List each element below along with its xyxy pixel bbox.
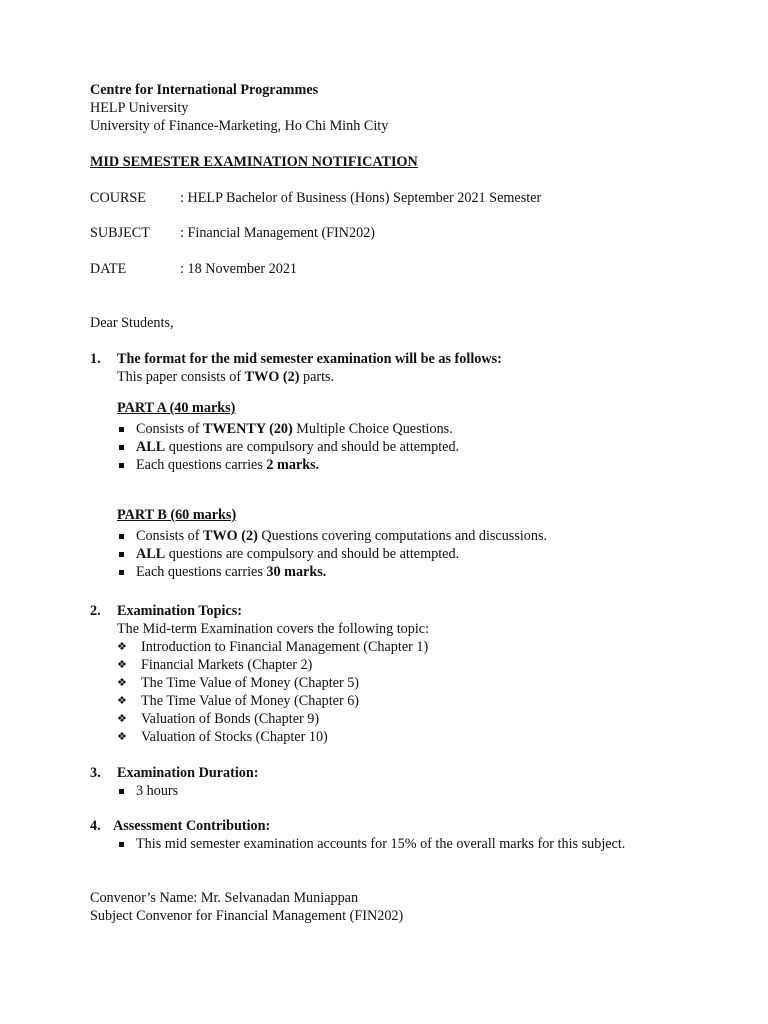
diamond-bullet-icon: ❖	[117, 730, 127, 743]
part-a-title: PART A (40 marks)	[117, 400, 236, 416]
square-bullet-icon	[119, 427, 124, 432]
date-value: : 18 November 2021	[180, 261, 298, 277]
part-b-item-1: Consists of TWO (2) Questions covering computations and discussions.	[136, 528, 548, 544]
diamond-bullet-icon: ❖	[117, 694, 127, 707]
date-label: DATE	[90, 261, 127, 277]
document-title: MID SEMESTER EXAMINATION NOTIFICATION	[90, 154, 418, 170]
topic-item: Financial Markets (Chapter 2)	[141, 657, 313, 673]
section-3-heading: Examination Duration:	[117, 765, 259, 781]
convenor-role: Subject Convenor for Financial Management (FIN202)	[90, 908, 404, 924]
diamond-bullet-icon: ❖	[117, 712, 127, 725]
topic-item: The Time Value of Money (Chapter 5)	[141, 675, 360, 691]
subject-label: SUBJECT	[90, 225, 150, 241]
topic-item: Valuation of Bonds (Chapter 9)	[141, 711, 320, 727]
square-bullet-icon	[119, 789, 124, 794]
part-b-item-2: ALL questions are compulsory and should be attempted.	[136, 546, 460, 562]
org-name: Centre for International Programmes	[90, 82, 319, 98]
diamond-bullet-icon: ❖	[117, 676, 127, 689]
contribution-item: This mid semester examination accounts for 15% of the overall marks for this subject.	[136, 836, 626, 852]
section-1-heading: The format for the mid semester examination will be as follows:	[117, 351, 502, 367]
square-bullet-icon	[119, 842, 124, 847]
square-bullet-icon	[119, 445, 124, 450]
section-2-number: 2.	[90, 603, 101, 619]
square-bullet-icon	[119, 463, 124, 468]
section-1-number: 1.	[90, 351, 101, 367]
diamond-bullet-icon: ❖	[117, 658, 127, 671]
partner-university: University of Finance-Marketing, Ho Chi Minh City	[90, 118, 389, 134]
section-4-number: 4.	[90, 818, 101, 834]
university-name: HELP University	[90, 100, 189, 116]
square-bullet-icon	[119, 534, 124, 539]
diamond-bullet-icon: ❖	[117, 640, 127, 653]
topic-item: The Time Value of Money (Chapter 6)	[141, 693, 360, 709]
part-a-item-2: ALL questions are compulsory and should be attempted.	[136, 439, 460, 455]
part-a-item-3: Each questions carries 2 marks.	[136, 457, 320, 473]
section-3-number: 3.	[90, 765, 101, 781]
section-4-heading: Assessment Contribution:	[113, 818, 271, 834]
part-b-item-3: Each questions carries 30 marks.	[136, 564, 327, 580]
convenor-name: Convenor’s Name: Mr. Selvanadan Muniappan	[90, 890, 359, 906]
section-1-intro: This paper consists of TWO (2) parts.	[117, 369, 335, 385]
duration-item: 3 hours	[136, 783, 179, 799]
square-bullet-icon	[119, 570, 124, 575]
section-2-heading: Examination Topics:	[117, 603, 242, 619]
greeting: Dear Students,	[90, 315, 174, 331]
course-value: : HELP Bachelor of Business (Hons) September 2021 Semester	[180, 190, 542, 206]
subject-value: : Financial Management (FIN202)	[180, 225, 376, 241]
square-bullet-icon	[119, 552, 124, 557]
section-2-intro: The Mid-term Examination covers the following topic:	[117, 621, 430, 637]
part-a-item-1: Consists of TWENTY (20) Multiple Choice Questions.	[136, 421, 453, 437]
topic-item: Introduction to Financial Management (Chapter 1)	[141, 639, 429, 655]
part-b-title: PART B (60 marks)	[117, 507, 237, 523]
course-label: COURSE	[90, 190, 146, 206]
topic-item: Valuation of Stocks (Chapter 10)	[141, 729, 328, 745]
